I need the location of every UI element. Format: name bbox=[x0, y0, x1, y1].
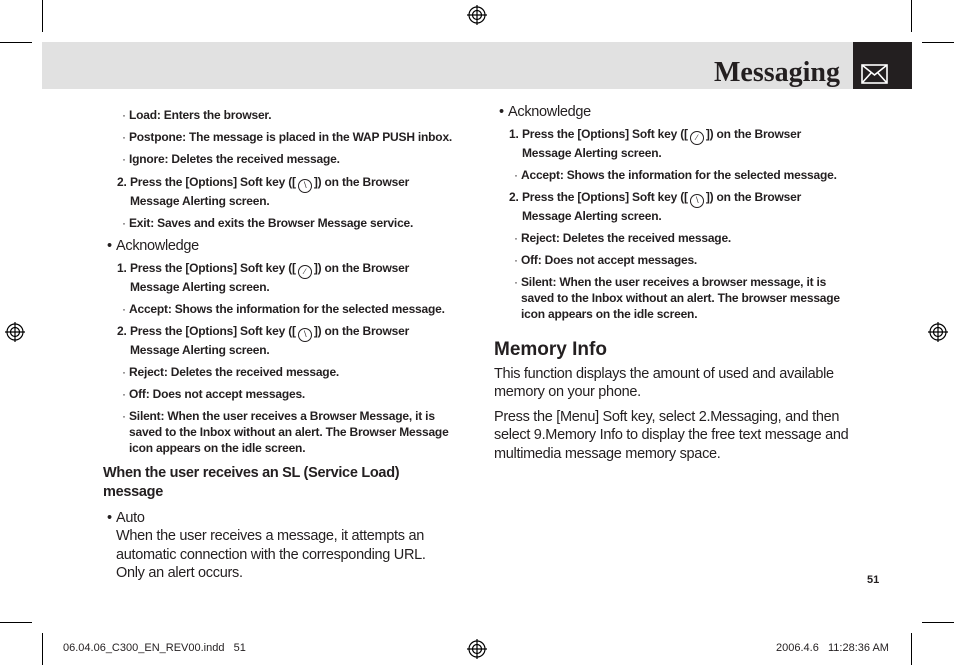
paragraph-text: When the user receives a message, it attempts an bbox=[116, 528, 424, 544]
step-number: 2. bbox=[117, 175, 127, 189]
page-number: 51 bbox=[867, 574, 880, 586]
crop-mark bbox=[922, 42, 954, 43]
right-column bbox=[494, 100, 854, 463]
step-text: Press the [Options] Soft key ([ bbox=[130, 260, 296, 275]
step-text: ]) on the Browser bbox=[705, 189, 802, 204]
section-icon-box bbox=[853, 42, 912, 89]
list-item: · Postpone: The message is placed in the WAP PUSH inbox. bbox=[129, 129, 463, 145]
paragraph-text: automatic connection with the corresponding URL. bbox=[116, 546, 426, 563]
step-text: ]) on the Browser bbox=[705, 126, 802, 141]
item-text: Silent: When the user receives a browser message, it is bbox=[521, 274, 827, 289]
item-text: saved to the Inbox without an alert. The browser message bbox=[521, 290, 840, 305]
bullet-heading: • Acknowledge bbox=[508, 103, 854, 122]
list-item bbox=[129, 408, 463, 456]
left-column bbox=[103, 100, 463, 583]
paragraph-text: This function displays the amount of used and available bbox=[494, 365, 834, 382]
crop-mark bbox=[42, 0, 43, 32]
list-item: · Accept: Shows the information for the selected message. bbox=[129, 301, 463, 317]
list-item: · Load: Enters the browser. bbox=[129, 107, 463, 123]
list-item bbox=[509, 126, 854, 161]
crop-mark bbox=[42, 633, 43, 665]
footer-file: 06.04.06_C300_EN_REV00.indd 51 bbox=[63, 642, 246, 654]
step-text: Message Alerting screen. bbox=[130, 279, 270, 294]
heading-text: When the user receives an SL (Service Load) bbox=[103, 464, 400, 481]
step-text: Message Alerting screen. bbox=[522, 145, 662, 160]
envelope-icon bbox=[861, 64, 888, 84]
step-text: ]) on the Browser bbox=[313, 260, 410, 275]
list-item bbox=[117, 174, 463, 209]
heading-text: message bbox=[103, 483, 163, 500]
crop-mark bbox=[0, 622, 32, 623]
step-text: Message Alerting screen. bbox=[130, 342, 270, 357]
list-item bbox=[117, 323, 463, 358]
paragraph bbox=[116, 527, 463, 583]
crop-mark bbox=[922, 622, 954, 623]
list-item bbox=[521, 274, 854, 322]
list-item: · Reject: Deletes the received message. bbox=[521, 230, 854, 246]
step-number: 1. bbox=[509, 126, 519, 141]
paragraph-text: memory on your phone. bbox=[494, 384, 641, 400]
step-text: Press the [Options] Soft key ([ bbox=[130, 175, 296, 189]
right-soft-key-icon: ∖ bbox=[298, 179, 312, 193]
footer-timestamp: 2006.4.6 11:28:36 AM bbox=[776, 642, 889, 654]
left-soft-key-icon: ∕ bbox=[298, 265, 312, 279]
step-text: Message Alerting screen. bbox=[522, 208, 662, 223]
step-number: 1. bbox=[117, 260, 127, 275]
paragraph bbox=[494, 408, 854, 464]
list-item: · Ignore: Deletes the received message. bbox=[129, 151, 463, 167]
left-soft-key-icon: ∕ bbox=[690, 131, 704, 145]
list-item bbox=[117, 260, 463, 295]
bullet-heading: • Auto bbox=[116, 509, 463, 528]
step-text: ]) on the Browser bbox=[313, 323, 410, 338]
right-soft-key-icon: ∖ bbox=[298, 328, 312, 342]
item-text: Silent: When the user receives a Browser Message, it is bbox=[129, 408, 435, 423]
paragraph-text: select 9.Memory Info to display the free text message and bbox=[494, 427, 849, 443]
crop-mark bbox=[911, 633, 912, 665]
paragraph-text: Only an alert occurs. bbox=[116, 565, 243, 581]
list-item bbox=[509, 189, 854, 224]
list-item: · Off: Does not accept messages. bbox=[129, 386, 463, 402]
step-text: Press the [Options] Soft key ([ bbox=[522, 126, 688, 141]
item-text: icon appears on the idle screen. bbox=[521, 306, 698, 321]
registration-mark-icon bbox=[928, 322, 948, 342]
step-text: Message Alerting screen. bbox=[130, 194, 270, 208]
crop-mark bbox=[0, 42, 32, 43]
bullet-heading: • Acknowledge bbox=[116, 237, 463, 256]
step-text: ]) on the Browser bbox=[313, 175, 410, 189]
list-item: · Reject: Deletes the received message. bbox=[129, 364, 463, 380]
list-item: · Accept: Shows the information for the selected message. bbox=[521, 167, 854, 183]
paragraph bbox=[494, 365, 854, 402]
section-heading: Memory Info bbox=[494, 338, 607, 360]
section-heading bbox=[103, 464, 463, 502]
list-item: · Exit: Saves and exits the Browser Message service. bbox=[129, 215, 463, 231]
crop-mark bbox=[911, 0, 912, 32]
step-text: Press the [Options] Soft key ([ bbox=[130, 323, 296, 338]
registration-mark-icon bbox=[467, 5, 487, 25]
step-number: 2. bbox=[117, 323, 127, 338]
registration-mark-icon bbox=[467, 639, 487, 659]
page-title: Messaging bbox=[714, 57, 840, 88]
paragraph-text: multimedia message memory space. bbox=[494, 445, 721, 462]
item-text: icon appears on the idle screen. bbox=[129, 440, 306, 455]
step-number: 2. bbox=[509, 189, 519, 204]
item-text: saved to the Inbox without an alert. The Browser Message bbox=[129, 424, 449, 439]
step-text: Press the [Options] Soft key ([ bbox=[522, 189, 688, 204]
paragraph-text: Press the [Menu] Soft key, select 2.Messaging, and then bbox=[494, 408, 840, 425]
registration-mark-icon bbox=[5, 322, 25, 342]
right-soft-key-icon: ∖ bbox=[690, 194, 704, 208]
list-item: · Off: Does not accept messages. bbox=[521, 252, 854, 268]
